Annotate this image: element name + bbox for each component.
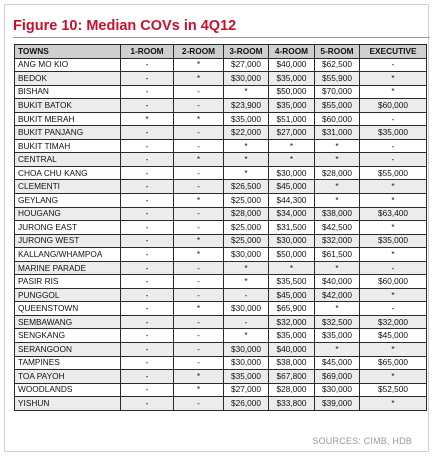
1-room-cell: - bbox=[121, 397, 174, 411]
5-room-cell: $62,500 bbox=[315, 58, 360, 72]
1-room-cell: - bbox=[121, 166, 174, 180]
executive-cell: $60,000 bbox=[360, 275, 427, 289]
5-room-cell: $31,000 bbox=[315, 126, 360, 140]
source-note: SOURCES: CIMB, HDB bbox=[312, 436, 412, 446]
2-room-cell: * bbox=[174, 234, 224, 248]
town-cell: YISHUN bbox=[15, 397, 121, 411]
1-room-cell: - bbox=[121, 248, 174, 262]
table-row bbox=[15, 343, 427, 357]
town-cell: GEYLANG bbox=[15, 194, 121, 208]
4-room-cell: $35,000 bbox=[269, 329, 315, 343]
town-cell: BUKIT MERAH bbox=[15, 112, 121, 126]
5-room-cell: * bbox=[315, 180, 360, 194]
4-room-cell: $50,000 bbox=[269, 85, 315, 99]
executive-cell: $32,000 bbox=[360, 315, 427, 329]
column-header-2-room: 2-ROOM bbox=[174, 45, 224, 59]
1-room-cell: - bbox=[121, 207, 174, 221]
2-room-cell: - bbox=[174, 261, 224, 275]
4-room-cell: $51,000 bbox=[269, 112, 315, 126]
4-room-cell: $32,000 bbox=[269, 315, 315, 329]
executive-cell: * bbox=[360, 288, 427, 302]
3-room-cell: $25,000 bbox=[224, 194, 269, 208]
3-room-cell: $26,000 bbox=[224, 397, 269, 411]
2-room-cell: - bbox=[174, 180, 224, 194]
5-room-cell: * bbox=[315, 261, 360, 275]
5-room-cell: $70,000 bbox=[315, 85, 360, 99]
5-room-cell: $55,000 bbox=[315, 99, 360, 113]
town-cell: TAMPINES bbox=[15, 356, 121, 370]
4-room-cell: $27,000 bbox=[269, 126, 315, 140]
executive-cell: - bbox=[360, 302, 427, 316]
4-room-cell: $31,500 bbox=[269, 221, 315, 235]
2-room-cell: * bbox=[174, 370, 224, 384]
town-cell: BUKIT BATOK bbox=[15, 99, 121, 113]
3-room-cell: * bbox=[224, 261, 269, 275]
1-room-cell: - bbox=[121, 315, 174, 329]
3-room-cell: $30,000 bbox=[224, 356, 269, 370]
5-room-cell: * bbox=[315, 194, 360, 208]
1-room-cell: - bbox=[121, 356, 174, 370]
table-body bbox=[15, 58, 427, 410]
3-room-cell: $25,000 bbox=[224, 234, 269, 248]
column-header-1-room: 1-ROOM bbox=[121, 45, 174, 59]
town-cell: MARINE PARADE bbox=[15, 261, 121, 275]
2-room-cell: - bbox=[174, 329, 224, 343]
1-room-cell: - bbox=[121, 383, 174, 397]
1-room-cell: - bbox=[121, 288, 174, 302]
5-room-cell: $32,000 bbox=[315, 234, 360, 248]
executive-cell: * bbox=[360, 248, 427, 262]
table-row bbox=[15, 207, 427, 221]
5-room-cell: $39,000 bbox=[315, 397, 360, 411]
table-row bbox=[15, 383, 427, 397]
column-header-3-room: 3-ROOM bbox=[224, 45, 269, 59]
2-room-cell: - bbox=[174, 139, 224, 153]
1-room-cell: - bbox=[121, 99, 174, 113]
5-room-cell: $35,000 bbox=[315, 329, 360, 343]
1-room-cell: - bbox=[121, 275, 174, 289]
4-room-cell: $33,800 bbox=[269, 397, 315, 411]
4-room-cell: $35,000 bbox=[269, 99, 315, 113]
column-header-executive: EXECUTIVE bbox=[360, 45, 427, 59]
executive-cell: * bbox=[360, 221, 427, 235]
town-cell: TOA PAYOH bbox=[15, 370, 121, 384]
4-room-cell: $50,000 bbox=[269, 248, 315, 262]
2-room-cell: - bbox=[174, 207, 224, 221]
1-room-cell: - bbox=[121, 343, 174, 357]
town-cell: ANG MO KIO bbox=[15, 58, 121, 72]
3-room-cell: $28,000 bbox=[224, 207, 269, 221]
executive-cell: * bbox=[360, 343, 427, 357]
5-room-cell: $30,000 bbox=[315, 383, 360, 397]
town-cell: CENTRAL bbox=[15, 153, 121, 167]
town-cell: BUKIT PANJANG bbox=[15, 126, 121, 140]
executive-cell: - bbox=[360, 112, 427, 126]
5-room-cell: $61,500 bbox=[315, 248, 360, 262]
2-room-cell: - bbox=[174, 275, 224, 289]
table-row bbox=[15, 85, 427, 99]
5-room-cell: $69,000 bbox=[315, 370, 360, 384]
town-cell: PUNGGOL bbox=[15, 288, 121, 302]
4-room-cell: * bbox=[269, 153, 315, 167]
table-row bbox=[15, 356, 427, 370]
1-room-cell: - bbox=[121, 194, 174, 208]
2-room-cell: - bbox=[174, 85, 224, 99]
table-row bbox=[15, 302, 427, 316]
3-room-cell: $35,000 bbox=[224, 112, 269, 126]
3-room-cell: * bbox=[224, 166, 269, 180]
table-row bbox=[15, 99, 427, 113]
2-room-cell: * bbox=[174, 58, 224, 72]
4-room-cell: $38,000 bbox=[269, 356, 315, 370]
4-room-cell: $40,000 bbox=[269, 343, 315, 357]
3-room-cell: $23,900 bbox=[224, 99, 269, 113]
5-room-cell: $45,000 bbox=[315, 356, 360, 370]
2-room-cell: - bbox=[174, 99, 224, 113]
4-room-cell: $65,900 bbox=[269, 302, 315, 316]
2-room-cell: * bbox=[174, 302, 224, 316]
town-cell: HOUGANG bbox=[15, 207, 121, 221]
4-room-cell: $34,000 bbox=[269, 207, 315, 221]
table-row bbox=[15, 58, 427, 72]
town-cell: CLEMENTI bbox=[15, 180, 121, 194]
3-room-cell: $27,000 bbox=[224, 383, 269, 397]
3-room-cell: $26,500 bbox=[224, 180, 269, 194]
3-room-cell: $27,000 bbox=[224, 58, 269, 72]
4-room-cell: * bbox=[269, 261, 315, 275]
executive-cell: * bbox=[360, 85, 427, 99]
town-cell: PASIR RIS bbox=[15, 275, 121, 289]
executive-cell: - bbox=[360, 261, 427, 275]
4-room-cell: $30,000 bbox=[269, 234, 315, 248]
title-divider bbox=[13, 37, 430, 38]
town-cell: SERANGOON bbox=[15, 343, 121, 357]
1-room-cell: - bbox=[121, 261, 174, 275]
4-room-cell: $45,000 bbox=[269, 180, 315, 194]
2-room-cell: - bbox=[174, 166, 224, 180]
2-room-cell: - bbox=[174, 356, 224, 370]
town-cell: SENGKANG bbox=[15, 329, 121, 343]
3-room-cell: $30,000 bbox=[224, 72, 269, 86]
executive-cell: - bbox=[360, 153, 427, 167]
5-room-cell: * bbox=[315, 343, 360, 357]
4-room-cell: $35,000 bbox=[269, 72, 315, 86]
5-room-cell: $38,000 bbox=[315, 207, 360, 221]
town-cell: JURONG EAST bbox=[15, 221, 121, 235]
town-cell: BEDOK bbox=[15, 72, 121, 86]
5-room-cell: * bbox=[315, 139, 360, 153]
5-room-cell: * bbox=[315, 153, 360, 167]
executive-cell: $60,000 bbox=[360, 99, 427, 113]
1-room-cell: - bbox=[121, 234, 174, 248]
1-room-cell: * bbox=[121, 112, 174, 126]
5-room-cell: $28,000 bbox=[315, 166, 360, 180]
5-room-cell: $40,000 bbox=[315, 275, 360, 289]
town-cell: SEMBAWANG bbox=[15, 315, 121, 329]
4-room-cell: $67,800 bbox=[269, 370, 315, 384]
figure-frame bbox=[4, 4, 429, 452]
3-room-cell: $30,000 bbox=[224, 343, 269, 357]
table-row bbox=[15, 248, 427, 262]
table-row bbox=[15, 288, 427, 302]
1-room-cell: - bbox=[121, 139, 174, 153]
3-room-cell: $25,000 bbox=[224, 221, 269, 235]
table-row bbox=[15, 315, 427, 329]
table-row bbox=[15, 72, 427, 86]
3-room-cell: $30,000 bbox=[224, 302, 269, 316]
2-room-cell: - bbox=[174, 397, 224, 411]
4-room-cell: $44,300 bbox=[269, 194, 315, 208]
table-row bbox=[15, 261, 427, 275]
figure-title: Figure 10: Median COVs in 4Q12 bbox=[13, 18, 237, 34]
table-row bbox=[15, 126, 427, 140]
executive-cell: $45,000 bbox=[360, 329, 427, 343]
4-room-cell: $45,000 bbox=[269, 288, 315, 302]
3-room-cell: * bbox=[224, 139, 269, 153]
executive-cell: * bbox=[360, 370, 427, 384]
table-row bbox=[15, 329, 427, 343]
header-row bbox=[15, 45, 427, 59]
1-room-cell: - bbox=[121, 72, 174, 86]
table-header bbox=[15, 45, 427, 59]
2-room-cell: * bbox=[174, 153, 224, 167]
table-row bbox=[15, 397, 427, 411]
2-room-cell: * bbox=[174, 383, 224, 397]
1-room-cell: - bbox=[121, 370, 174, 384]
3-room-cell: - bbox=[224, 315, 269, 329]
town-cell: BUKIT TIMAH bbox=[15, 139, 121, 153]
2-room-cell: - bbox=[174, 315, 224, 329]
4-room-cell: * bbox=[269, 139, 315, 153]
2-room-cell: - bbox=[174, 288, 224, 302]
3-room-cell: * bbox=[224, 153, 269, 167]
town-cell: BISHAN bbox=[15, 85, 121, 99]
2-room-cell: * bbox=[174, 72, 224, 86]
column-header-4-room: 4-ROOM bbox=[269, 45, 315, 59]
5-room-cell: $42,500 bbox=[315, 221, 360, 235]
2-room-cell: * bbox=[174, 248, 224, 262]
5-room-cell: * bbox=[315, 302, 360, 316]
1-room-cell: - bbox=[121, 153, 174, 167]
table-row bbox=[15, 194, 427, 208]
3-room-cell: $30,000 bbox=[224, 248, 269, 262]
3-room-cell: $35,000 bbox=[224, 370, 269, 384]
executive-cell: - bbox=[360, 58, 427, 72]
3-room-cell: * bbox=[224, 329, 269, 343]
2-room-cell: - bbox=[174, 221, 224, 235]
town-cell: QUEENSTOWN bbox=[15, 302, 121, 316]
executive-cell: $63,400 bbox=[360, 207, 427, 221]
executive-cell: * bbox=[360, 397, 427, 411]
2-room-cell: - bbox=[174, 126, 224, 140]
1-room-cell: - bbox=[121, 85, 174, 99]
table-row bbox=[15, 139, 427, 153]
executive-cell: - bbox=[360, 139, 427, 153]
2-room-cell: * bbox=[174, 194, 224, 208]
table-row bbox=[15, 370, 427, 384]
executive-cell: $35,000 bbox=[360, 126, 427, 140]
table-row bbox=[15, 180, 427, 194]
table-row bbox=[15, 234, 427, 248]
5-room-cell: $60,000 bbox=[315, 112, 360, 126]
2-room-cell: - bbox=[174, 343, 224, 357]
3-room-cell: - bbox=[224, 288, 269, 302]
table-row bbox=[15, 166, 427, 180]
median-cov-table bbox=[14, 44, 427, 411]
town-cell: KALLANG/WHAMPOA bbox=[15, 248, 121, 262]
table-row bbox=[15, 112, 427, 126]
executive-cell: $55,000 bbox=[360, 166, 427, 180]
5-room-cell: $42,000 bbox=[315, 288, 360, 302]
1-room-cell: - bbox=[121, 180, 174, 194]
4-room-cell: $30,000 bbox=[269, 166, 315, 180]
3-room-cell: $22,000 bbox=[224, 126, 269, 140]
executive-cell: $35,000 bbox=[360, 234, 427, 248]
column-header-5-room: 5-ROOM bbox=[315, 45, 360, 59]
executive-cell: * bbox=[360, 180, 427, 194]
executive-cell: $52,500 bbox=[360, 383, 427, 397]
2-room-cell: * bbox=[174, 112, 224, 126]
4-room-cell: $35,500 bbox=[269, 275, 315, 289]
3-room-cell: * bbox=[224, 85, 269, 99]
5-room-cell: $32,500 bbox=[315, 315, 360, 329]
3-room-cell: * bbox=[224, 275, 269, 289]
executive-cell: * bbox=[360, 194, 427, 208]
4-room-cell: $28,000 bbox=[269, 383, 315, 397]
table-row bbox=[15, 275, 427, 289]
1-room-cell: - bbox=[121, 58, 174, 72]
4-room-cell: $40,000 bbox=[269, 58, 315, 72]
table-row bbox=[15, 221, 427, 235]
column-header-towns: TOWNS bbox=[15, 45, 121, 59]
1-room-cell: - bbox=[121, 302, 174, 316]
town-cell: JURONG WEST bbox=[15, 234, 121, 248]
1-room-cell: - bbox=[121, 329, 174, 343]
1-room-cell: - bbox=[121, 126, 174, 140]
town-cell: CHOA CHU KANG bbox=[15, 166, 121, 180]
executive-cell: $65,000 bbox=[360, 356, 427, 370]
1-room-cell: - bbox=[121, 221, 174, 235]
table-row bbox=[15, 153, 427, 167]
town-cell: WOODLANDS bbox=[15, 383, 121, 397]
5-room-cell: $55,900 bbox=[315, 72, 360, 86]
executive-cell: * bbox=[360, 72, 427, 86]
